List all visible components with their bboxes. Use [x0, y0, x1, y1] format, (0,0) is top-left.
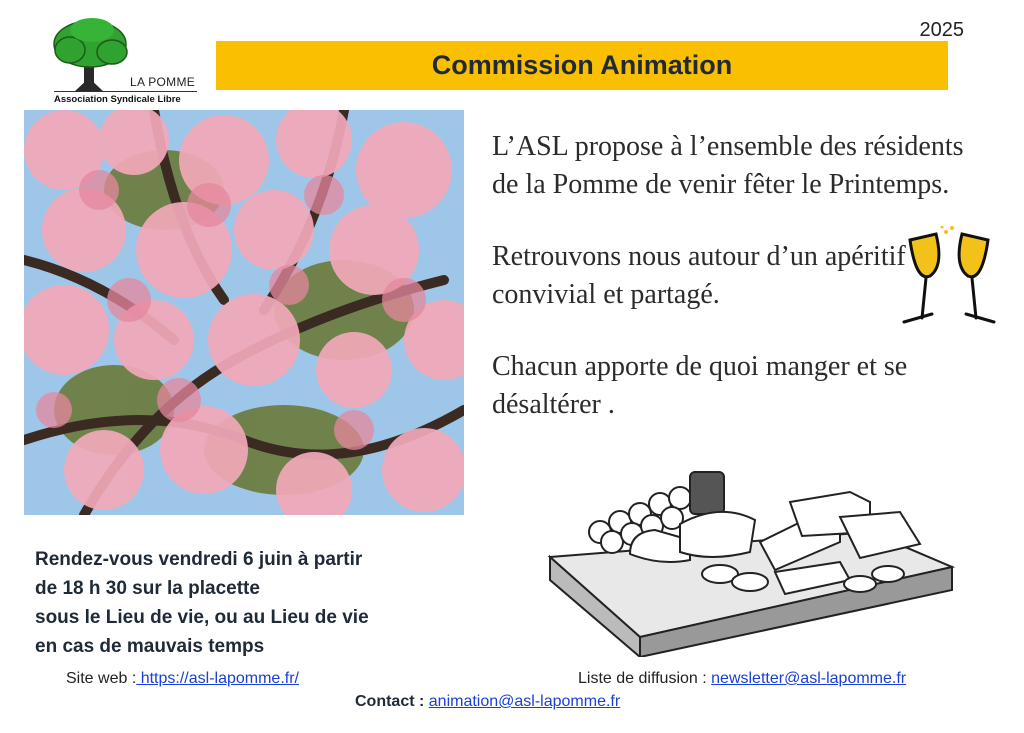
champagne-glasses-icon [896, 226, 1002, 330]
rendezvous-line: Rendez-vous vendredi 6 juin à partir [35, 549, 363, 570]
logo-divider [54, 91, 197, 92]
cherry-blossom-photo [24, 110, 464, 515]
website-link[interactable]: https://asl-lapomme.fr/ [136, 670, 299, 687]
logo-name: LA POMME [130, 75, 196, 89]
cheese-board-illustration [540, 462, 960, 657]
intro-paragraph: Chacun apporte de quoi manger et se désaltérer . [492, 351, 908, 420]
mailing-list-label: Liste de diffusion : [578, 670, 707, 687]
asl-logo [52, 16, 202, 108]
contact-email-link[interactable]: animation@asl-lapomme.fr [428, 693, 621, 710]
mailing-list-info [578, 670, 906, 688]
title-banner [216, 41, 948, 90]
rendezvous-line: sous le Lieu de vie, ou au Lieu de vie [35, 607, 369, 628]
rendezvous-line: de 18 h 30 sur la placette [35, 578, 260, 599]
newsletter-email-link[interactable]: newsletter@asl-lapomme.fr [711, 670, 907, 687]
intro-paragraph: Retrouvons nous autour d’un apéritif convivial et partagé. [492, 241, 906, 310]
year-label: 2025 [919, 19, 964, 41]
website-info [66, 670, 299, 688]
contact-label: Contact : [355, 693, 425, 710]
rendezvous-line: en cas de mauvais temps [35, 636, 265, 657]
intro-paragraph: L’ASL propose à l’ensemble des résidents de la Pomme de venir fêter le Printemps. [492, 131, 964, 200]
contact-info [355, 693, 620, 711]
logo-subtitle: Association Syndicale Libre [54, 94, 181, 105]
page-title: Commission Animation [431, 50, 733, 80]
rendezvous-info [35, 545, 455, 661]
website-label: Site web : [66, 670, 137, 687]
